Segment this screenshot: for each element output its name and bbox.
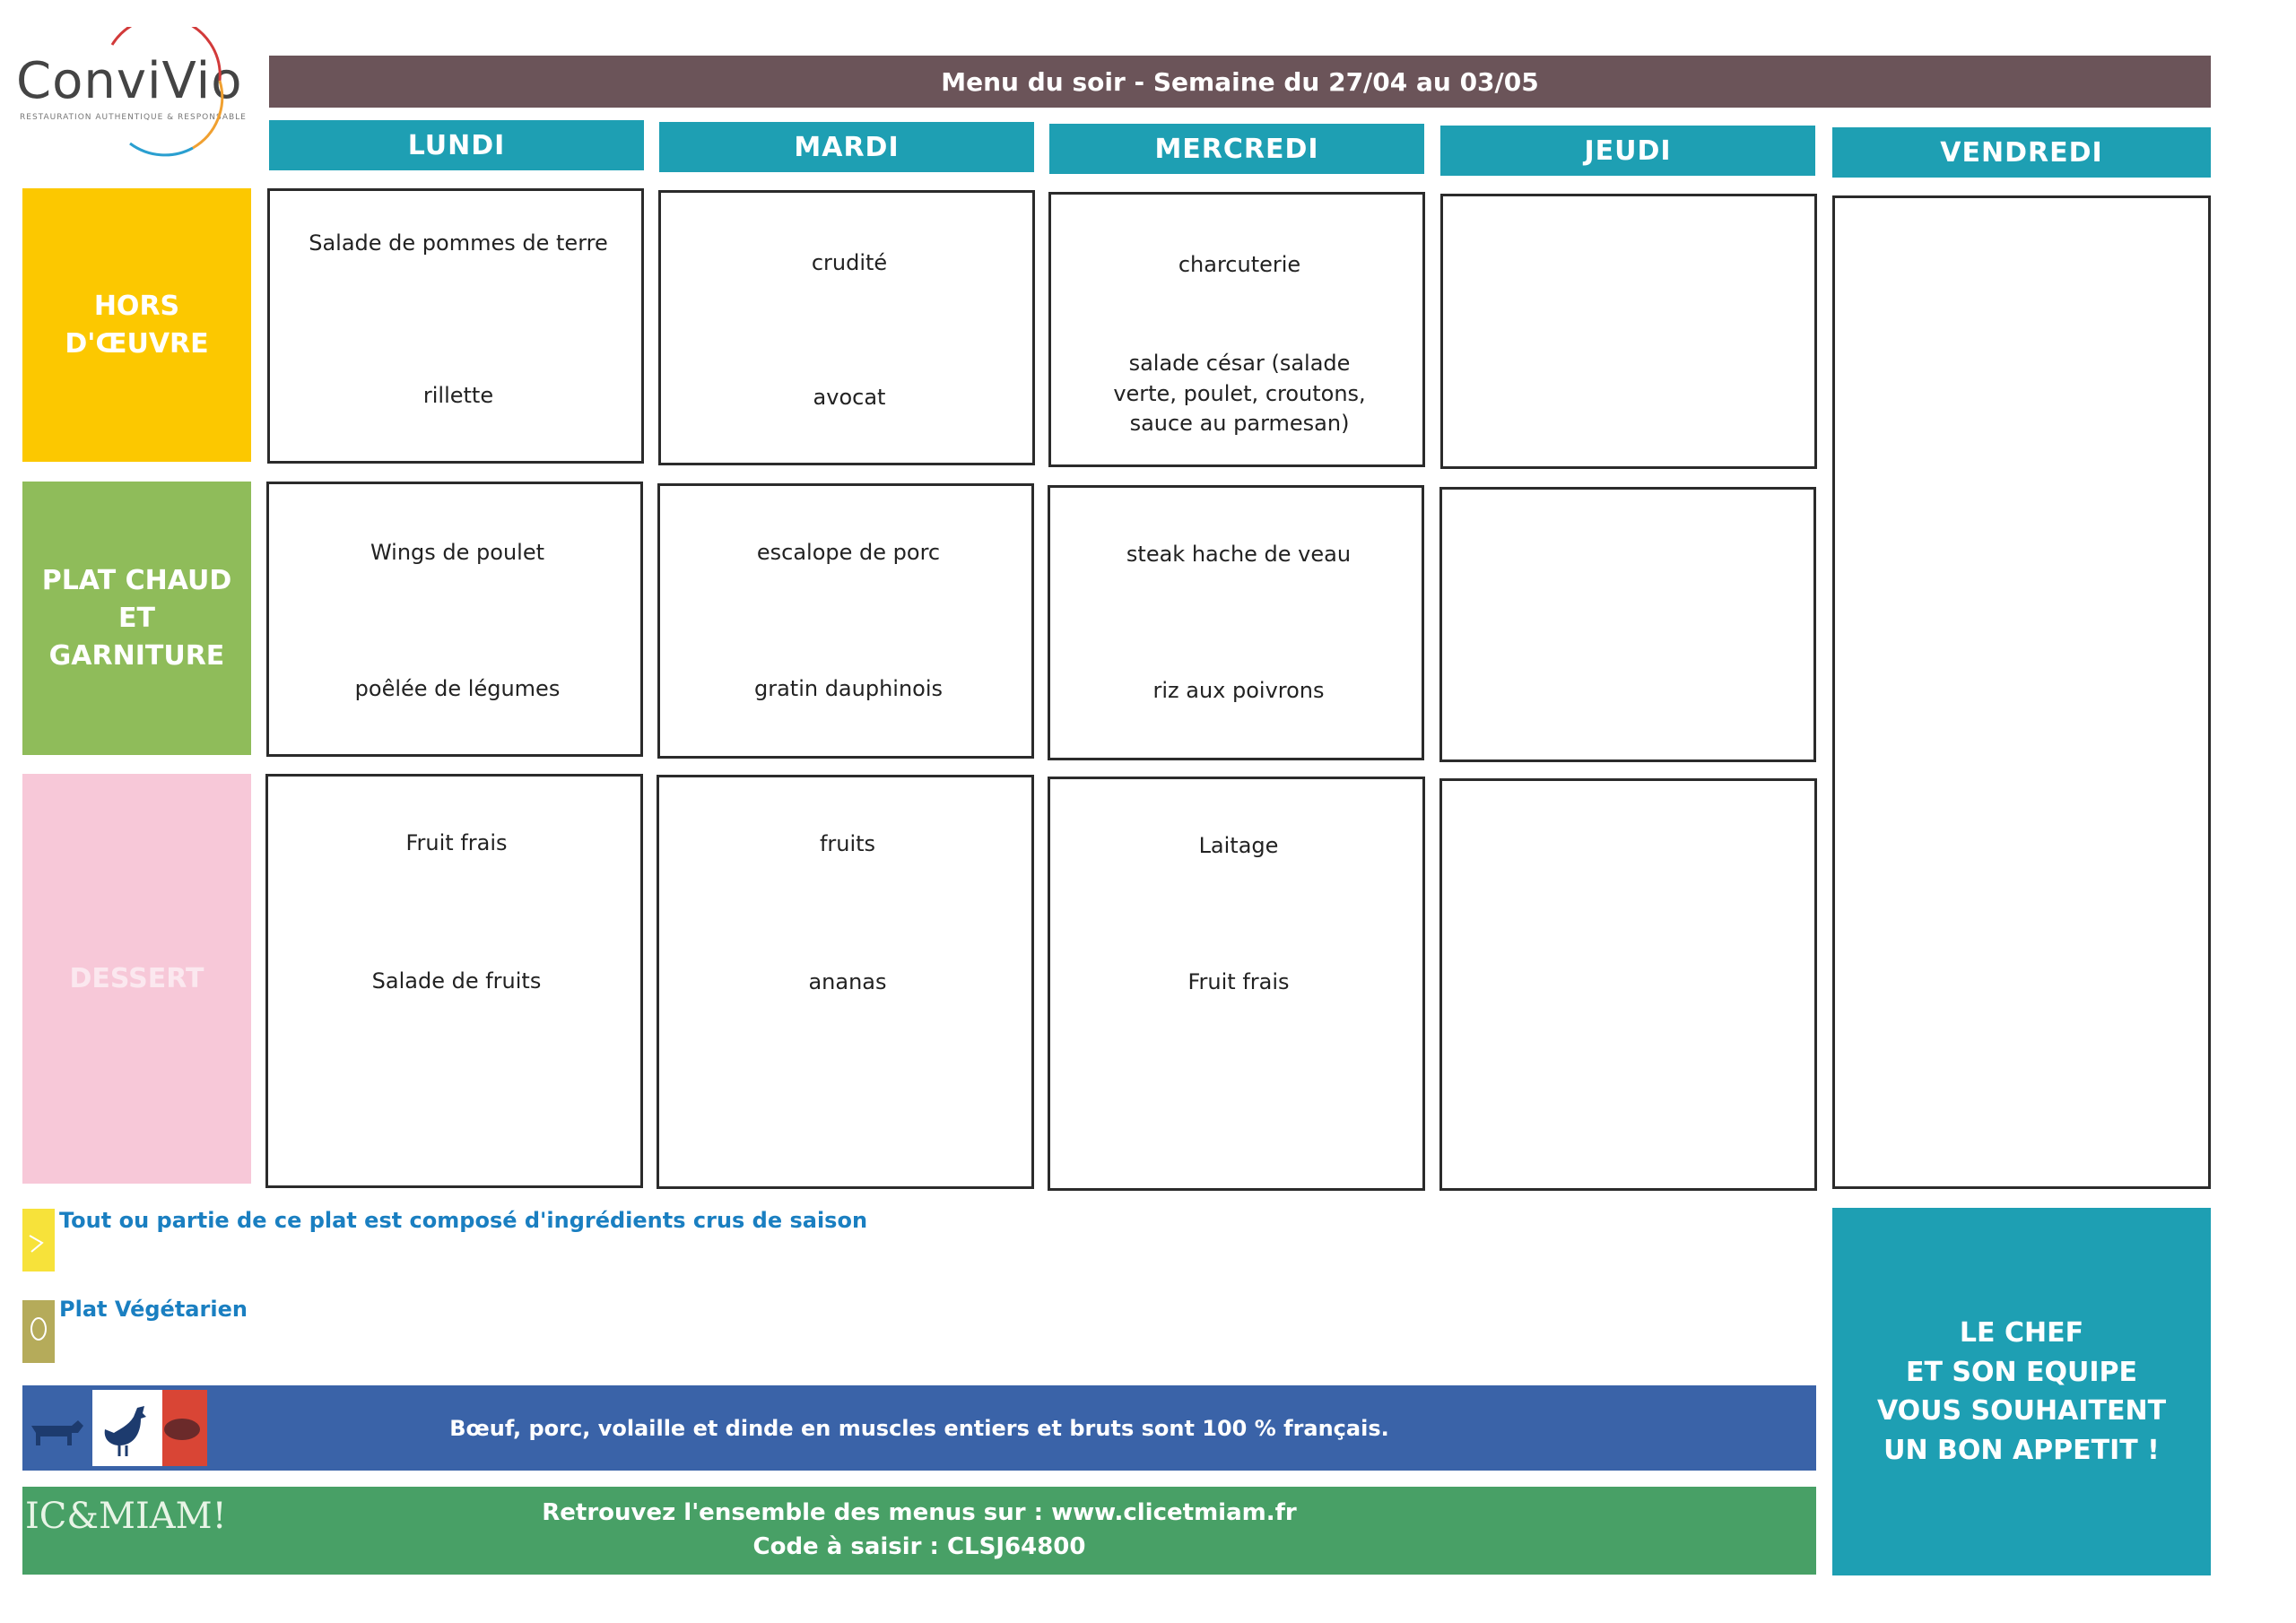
clicetmiam-logo: IC&MIAM! xyxy=(25,1496,227,1537)
cell-plat-mardi xyxy=(657,483,1034,759)
legend-raw-text: Tout ou partie de ce plat est composé d'ingrédients crus de saison xyxy=(59,1208,868,1233)
cell-plat-jeudi xyxy=(1439,487,1816,762)
dish: riz aux poivrons xyxy=(1152,678,1325,703)
cell-hors-oeuvre-mercredi xyxy=(1048,192,1425,467)
logo-tagline: RESTAURATION AUTHENTIQUE & RESPONSABLE xyxy=(20,113,247,122)
dish: rillette xyxy=(422,383,494,408)
origin-banner xyxy=(22,1385,1816,1471)
website-code: Code à saisir : CLSJ64800 xyxy=(752,1533,1086,1560)
cell-plat-lundi xyxy=(266,482,643,757)
cell-plat-mercredi xyxy=(1048,485,1424,760)
category-hors-oeuvre: HORS D'ŒUVRE xyxy=(22,188,251,462)
dish: steak hache de veau xyxy=(1126,542,1352,567)
dish: fruits xyxy=(819,831,876,856)
dish: poêlée de légumes xyxy=(354,676,561,701)
menu-title: Menu du soir - Semaine du 27/04 au 03/05 xyxy=(269,56,2211,108)
cell-dessert-lundi xyxy=(265,774,643,1188)
chef-line-1: LE CHEF xyxy=(1959,1317,2084,1349)
day-header-jeudi: JEUDI xyxy=(1440,126,1815,176)
pig-icon xyxy=(162,1390,207,1466)
dish: Wings de poulet xyxy=(370,540,545,565)
dish: avocat xyxy=(813,385,886,410)
vegetarian-icon xyxy=(22,1300,55,1363)
cell-vendredi xyxy=(1832,195,2211,1189)
dish: escalope de porc xyxy=(756,540,941,565)
cell-hors-oeuvre-jeudi xyxy=(1440,194,1817,469)
cell-dessert-jeudi xyxy=(1439,778,1817,1191)
dish: Salade de pommes de terre xyxy=(309,230,608,256)
dish: Salade de fruits xyxy=(371,968,542,994)
day-header-vendredi: VENDREDI xyxy=(1832,127,2211,178)
category-plat: PLAT CHAUD ET GARNITURE xyxy=(22,482,251,755)
cell-hors-oeuvre-mardi xyxy=(658,190,1035,465)
chef-message xyxy=(1832,1208,2211,1575)
dish: Laitage xyxy=(1198,833,1279,858)
website-banner xyxy=(22,1487,1816,1575)
legend-veg-text: Plat Végétarien xyxy=(59,1297,248,1322)
day-header-mercredi: MERCREDI xyxy=(1049,124,1424,174)
dish: Fruit frais xyxy=(405,830,508,855)
cell-hors-oeuvre-lundi xyxy=(267,188,644,464)
chef-line-3: VOUS SOUHAITENT xyxy=(1876,1395,2167,1427)
website-line1: Retrouvez l'ensemble des menus sur : www.clicetmiam.fr xyxy=(542,1499,1297,1527)
cow-icon xyxy=(22,1390,92,1466)
dish: charcuterie xyxy=(1178,252,1301,277)
raw-season-icon xyxy=(22,1209,55,1271)
dish: ananas xyxy=(808,969,887,994)
dish: salade césar (salade verte, poulet, croutons, sauce au parmesan) xyxy=(1113,351,1366,437)
origin-banner-text: Bœuf, porc, volaille et dinde en muscles entiers et bruts sont 100 % français. xyxy=(449,1415,1389,1441)
logo-arc-icon xyxy=(94,27,238,161)
day-header-lundi: LUNDI xyxy=(269,120,644,170)
cell-dessert-mercredi xyxy=(1048,777,1425,1191)
dish: Fruit frais xyxy=(1187,969,1290,994)
chef-line-4: UN BON APPETIT ! xyxy=(1883,1434,2160,1466)
convivio-logo: ConviVio xyxy=(16,52,243,110)
category-dessert: DESSERT xyxy=(22,774,251,1184)
chef-line-2: ET SON EQUIPE xyxy=(1905,1356,2138,1388)
chicken-icon xyxy=(92,1390,162,1466)
day-header-mardi: MARDI xyxy=(659,122,1034,172)
cell-dessert-mardi xyxy=(657,775,1034,1189)
dish: crudité xyxy=(811,250,888,275)
dish: gratin dauphinois xyxy=(753,676,944,701)
